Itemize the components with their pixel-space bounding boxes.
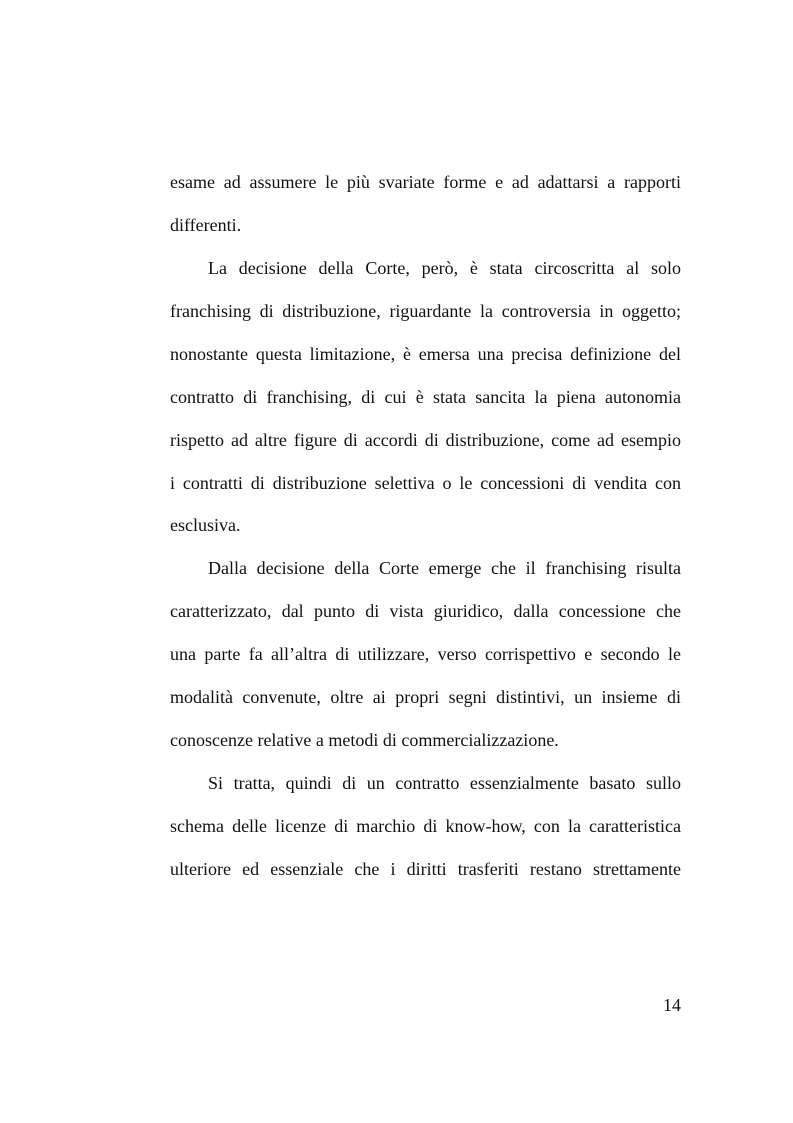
- text-line: Dalla decisione della Corte emerge che il franchising risulta: [208, 558, 681, 578]
- text-line: rispetto ad altre figure di accordi di distribuzione, come ad esempio: [170, 430, 681, 450]
- text-line: contratto di franchising, di cui è stata sancita la piena autonomia: [170, 387, 681, 407]
- text-line: esame ad assumere le più svariate forme e ad adattarsi a rapporti: [170, 172, 681, 192]
- text-line: differenti.: [170, 215, 242, 235]
- text-line: caratterizzato, dal punto di vista giuridico, dalla concessione che: [170, 601, 681, 621]
- text-line: La decisione della Corte, però, è stata circoscritta al solo: [208, 258, 681, 278]
- text-line: Si tratta, quindi di un contratto essenzialmente basato sullo: [208, 773, 681, 793]
- text-line: conoscenze relative a metodi di commercializzazione.: [170, 730, 559, 750]
- text-line: nonostante questa limitazione, è emersa una precisa definizione del: [170, 344, 681, 364]
- text-line: ulteriore ed essenziale che i diritti trasferiti restano strettamente: [170, 859, 681, 879]
- text-line: esclusiva.: [170, 515, 241, 535]
- text-line: i contratti di distribuzione selettiva o le concessioni di vendita con: [170, 473, 681, 493]
- page-number: 14: [663, 995, 681, 1015]
- text-line: schema delle licenze di marchio di know-how, con la caratteristica: [170, 816, 681, 836]
- text-line: franchising di distribuzione, riguardante la controversia in oggetto;: [170, 301, 681, 321]
- text-line: una parte fa all’altra di utilizzare, verso corrispettivo e secondo le: [170, 644, 681, 664]
- text-line: modalità convenute, oltre ai propri segni distintivi, un insieme di: [170, 687, 681, 707]
